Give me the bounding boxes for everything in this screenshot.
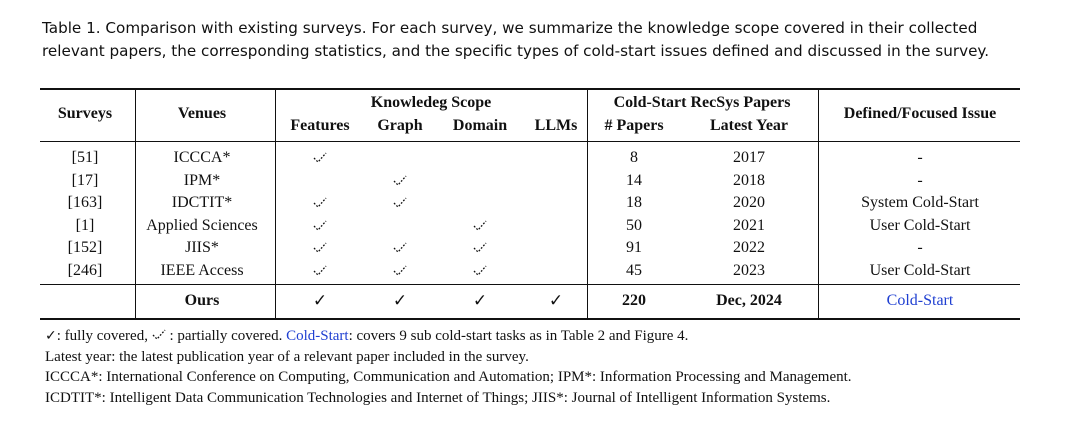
table-row-2-issue: - — [917, 171, 923, 189]
table-row-4-year: 2021 — [733, 216, 765, 234]
col-sep-3 — [587, 88, 588, 320]
table-row-1-venue: ICCCA* — [173, 149, 231, 166]
top-rule — [40, 88, 1020, 90]
table-row-5-year: 2022 — [733, 239, 765, 256]
table-row-6-issue: User Cold-Start — [869, 261, 971, 279]
header-knowledge-scope: Knowledeg Scope — [370, 94, 492, 111]
header-surveys: Surveys — [57, 105, 113, 122]
header-num-papers: # Papers — [604, 117, 664, 134]
table-row-4-venue: Applied Sciences — [146, 216, 258, 234]
table-row-6-domain-partial-check-icon — [473, 265, 487, 277]
ours-row-issue[interactable]: Cold-Start — [886, 292, 954, 309]
table-row-3-issue: System Cold-Start — [861, 194, 979, 211]
table-row-1-issue: - — [917, 149, 923, 166]
header-papers-group: Cold-Start RecSys Papers — [613, 94, 791, 111]
table-row-1-survey: [51] — [71, 149, 99, 166]
table-row-3-graph-partial-check-icon — [393, 197, 407, 209]
table-caption: Table 1. Comparison with existing surveys. For each survey, we summarize the knowledge scope covered in their collected relevant papers, the corresponding statistics, and the specific types of cold-start issues defined and discussed in the survey. — [42, 19, 990, 60]
header-issue: Defined/Focused Issue — [843, 105, 997, 122]
col-sep-2 — [275, 88, 276, 320]
table-row-1-year: 2017 — [733, 149, 765, 166]
header-domain: Domain — [452, 117, 508, 134]
table-row-4-domain-partial-check-icon — [473, 220, 487, 232]
table-row-6-survey: [246] — [67, 261, 103, 279]
ours-row-graph-full-check-icon: ✓ — [392, 291, 408, 311]
table-row-3-features-partial-check-icon — [313, 197, 327, 209]
table-row-5-graph-partial-check-icon — [393, 242, 407, 254]
ours-row-llms-full-check-icon: ✓ — [548, 291, 564, 311]
ours-row-papers: 220 — [622, 292, 646, 309]
ours-rule — [40, 284, 1020, 285]
comparison-table — [40, 88, 1020, 320]
table-row-5-survey: [152] — [67, 239, 103, 256]
table-row-6-graph-partial-check-icon — [393, 265, 407, 277]
table-row-1-papers: 8 — [630, 149, 638, 166]
header-latest-year: Latest Year — [709, 117, 789, 134]
note-iccca: ICCCA*: International Conference on Computing, Communication and Automation; IPM*: Information Processing and Management. — [45, 369, 852, 385]
table-row-2-year: 2018 — [733, 171, 765, 189]
cold-start-link[interactable]: Cold-Start — [286, 328, 349, 344]
table-row-3-year: 2020 — [733, 194, 765, 211]
table-row-3-papers: 18 — [626, 194, 642, 211]
table-row-2-venue: IPM* — [183, 171, 221, 189]
table-row-2-graph-partial-check-icon — [393, 175, 407, 187]
table-row-2-papers: 14 — [626, 171, 642, 189]
col-sep-1 — [135, 88, 136, 320]
header-rule — [40, 141, 1020, 142]
note-legend: ✓: fully covered, : partially covered. Cold-Start: covers 9 sub cold-start tasks as in Table 2 and Figure 4. — [45, 328, 689, 344]
table-row-5-features-partial-check-icon — [313, 242, 327, 254]
table-row-2-survey: [17] — [71, 171, 99, 189]
partial-check-icon — [152, 329, 166, 341]
table-row-6-features-partial-check-icon — [313, 265, 327, 277]
note-icdtit: ICDTIT*: Intelligent Data Communication Technologies and Internet of Things; JIIS*: Journal of Intelligent Information Systems. — [45, 389, 831, 406]
header-features: Features — [290, 117, 350, 134]
table-row-5-papers: 91 — [626, 239, 642, 256]
table-row-1-features-partial-check-icon — [313, 152, 327, 164]
bottom-rule — [40, 318, 1020, 320]
table-row-4-features-partial-check-icon — [313, 220, 327, 232]
ours-row-survey: Ours — [184, 292, 220, 309]
table-row-6-year: 2023 — [733, 261, 765, 279]
note-latest-year: Latest year: the latest publication year of a relevant paper included in the survey. — [45, 348, 529, 365]
table-row-6-papers: 45 — [626, 261, 642, 279]
table-row-5-issue: - — [917, 239, 923, 256]
table-row-3-venue: IDCTIT* — [171, 194, 233, 211]
ours-row-features-full-check-icon: ✓ — [312, 291, 328, 311]
table-row-4-papers: 50 — [626, 216, 642, 234]
header-graph: Graph — [377, 117, 423, 134]
table-notes — [45, 326, 1045, 408]
table-row-4-issue: User Cold-Start — [869, 216, 971, 234]
full-check-icon: ✓ — [45, 328, 57, 344]
ours-row-domain-full-check-icon: ✓ — [472, 291, 488, 311]
col-sep-4 — [818, 88, 819, 320]
table-row-5-domain-partial-check-icon — [473, 242, 487, 254]
header-venues: Venues — [177, 105, 227, 122]
table-row-4-survey: [1] — [75, 216, 95, 234]
header-llms: LLMs — [534, 117, 578, 134]
table-row-5-venue: JIIS* — [185, 239, 219, 256]
ours-row-year: Dec, 2024 — [716, 292, 782, 309]
table-row-6-venue: IEEE Access — [160, 261, 244, 279]
table-row-3-survey: [163] — [67, 194, 103, 211]
